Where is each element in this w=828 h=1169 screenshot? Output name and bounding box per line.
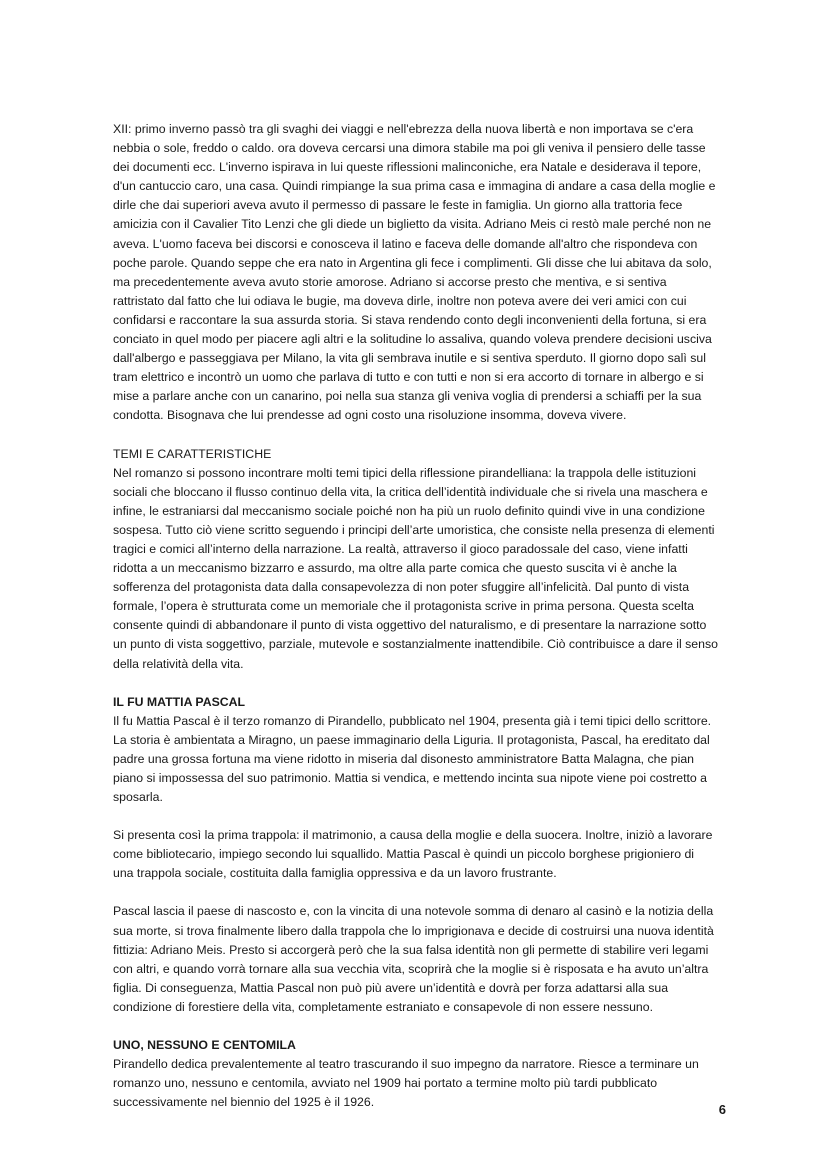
section-heading: TEMI E CARATTERISTICHE xyxy=(113,446,272,461)
section-il-fu-mattia-pascal xyxy=(113,693,723,1017)
paragraph: Pascal lascia il paese di nascosto e, con la vincita di una notevole somma di denaro al casinò e la notizia della sua morte, si trova finalmente libero dalla trappola che lo imprigionava e decide di costruirsi una nuova identità fittizia: Adriano Meis. Presto si accorgerà però che la sua falsa identità non gli permette di stabilire veri legami con altri, e quando vorrà tornare alla sua vecchia vita, scoprirà che la moglie si è risposata e ha avuto un’altra figlia. Di conseguenza, Mattia Pascal non può più avere un’identità e dovrà per forza adattarsi alla sua condizione di forestiere della vita, completamente estraniato e consapevole di non essere nessuno. xyxy=(113,904,714,1014)
page-number: 6 xyxy=(718,1102,726,1117)
paragraph: Si presenta così la prima trappola: il matrimonio, a causa della moglie e della suocera. Inoltre, iniziò a lavorare come bibliotecario, impiego secondo lui squallido. Mattia Pascal è quindi un piccolo borghese prigioniero di una trappola sociale, costituita dalla famiglia oppressiva e da un lavoro frustrante. xyxy=(113,828,713,881)
section-intro xyxy=(113,120,723,426)
paragraph: Pirandello dedica prevalentemente al teatro trascurando il suo impegno da narratore. Riesce a terminare un romanzo uno, nessuno e centomila, avviato nel 1909 hai portato a termine molto più tardi pubblicato successivamente nel biennio del 1925 è il 1926. xyxy=(113,1057,699,1110)
paragraph: Nel romanzo si possono incontrare molti temi tipici della riflessione pirandelliana: la trappola delle istituzioni sociali che bloccano il flusso continuo della vita, la critica dell’identità individuale che si rivela una maschera e infine, le estraniarsi dal meccanismo sociale poiché non ha più un ruolo definito quindi vive in una condizione sospesa. Tutto ciò viene scritto seguendo i principi dell’arte umoristica, che consiste nella presenza di elementi tragici e comici all’interno della narrazione. La realtà, attraverso il gioco paradossale del caso, viene infatti ridotta a un meccanismo bizzarro e assurdo, ma oltre alla parte comica che questo suscita vi è anche la sofferenza del protagonista data dalla consapevolezza di non poter sfuggire all’infelicità. Dal punto di vista formale, l’opera è strutturata come un memoriale che il protagonista scrive in prima persona. Questa scelta consente quindi di abbandonare il punto di vista oggettivo del naturalismo, e di presentare la narrazione sotto un punto di vista soggettivo, parziale, mutevole e sostanzialmente inattendibile. Ciò contribuisce a dare il senso della relatività della vita. xyxy=(113,465,718,671)
paragraph: XII: primo inverno passò tra gli svaghi dei viaggi e nell'ebrezza della nuova libertà e non importava se c'era nebbia o sole, freddo o caldo. ora doveva cercarsi una dimora stabile ma poi gli veniva il pensiero delle tasse dei documenti ecc. L'inverno ispirava in lui queste riflessioni malinconiche, era Natale e desiderava il tepore, d'un cantuccio caro, una casa. Quindi rimpiange la sua prima casa e immagina di andare a casa della moglie e dirle che dai superiori aveva avuto il permesso di passare le feste in famiglia. Un giorno alla trattoria fece amicizia con il Cavalier Tito Lenzi che gli diede un biglietto da visita. Adriano Meis ci restò male perché non ne aveva. L'uomo faceva bei discorsi e conosceva il latino e faceva delle domande all'altro che rispondeva con poche parole. Quando seppe che era nato in Argentina gli fece i complimenti. Gli disse che lui abitava da solo, ma precedentemente aveva avuto storie amorose. Adriano si accorse presto che mentiva, e si sentiva rattristato dal fatto che lui odiava le bugie, ma doveva dirle, inoltre non poteva avere dei veri amici con cui confidarsi e raccontare la sua assurda storia. Si stava rendendo conto degli inconvenienti della fortuna, si era conciato in quel modo per piacere agli altri e la solitudine lo assaliva, quando voleva prendere decisioni usciva dall'albergo e passeggiava per Milano, la vita gli sembrava inutile e si sentiva sperduto. Il giorno dopo salì sul tram elettrico e incontrò un uomo che parlava di tutto e con tutti e non si era accorto di tornare in albergo e si mise a parlare anche con un canarino, poi nella sua stanza gli veniva voglia di prendersi a schiaffi per la sua condotta. Bisognava che lui prendesse ad ogni costo una risoluzione insomma, doveva vivere. xyxy=(113,122,716,423)
section-heading: UNO, NESSUNO E CENTOMILA xyxy=(113,1038,296,1053)
document-page xyxy=(113,120,723,1112)
section-temi-e-caratteristiche xyxy=(113,445,723,674)
paragraph: Il fu Mattia Pascal è il terzo romanzo di Pirandello, pubblicato nel 1904, presenta già i temi tipici dello scrittore. La storia è ambientata a Miragno, un paese immaginario della Liguria. Il protagonista, Pascal, ha ereditato dal padre una grossa fortuna ma viene ridotto in miseria dal disonesto amministratore Batta Malagna, che pian piano si impossessa del suo patrimonio. Mattia si vendica, e mettendo incinta sua nipote viene poi costretto a sposarla. xyxy=(113,713,712,805)
section-uno-nessuno-e-centomila xyxy=(113,1036,723,1112)
section-heading: IL FU MATTIA PASCAL xyxy=(113,694,246,709)
